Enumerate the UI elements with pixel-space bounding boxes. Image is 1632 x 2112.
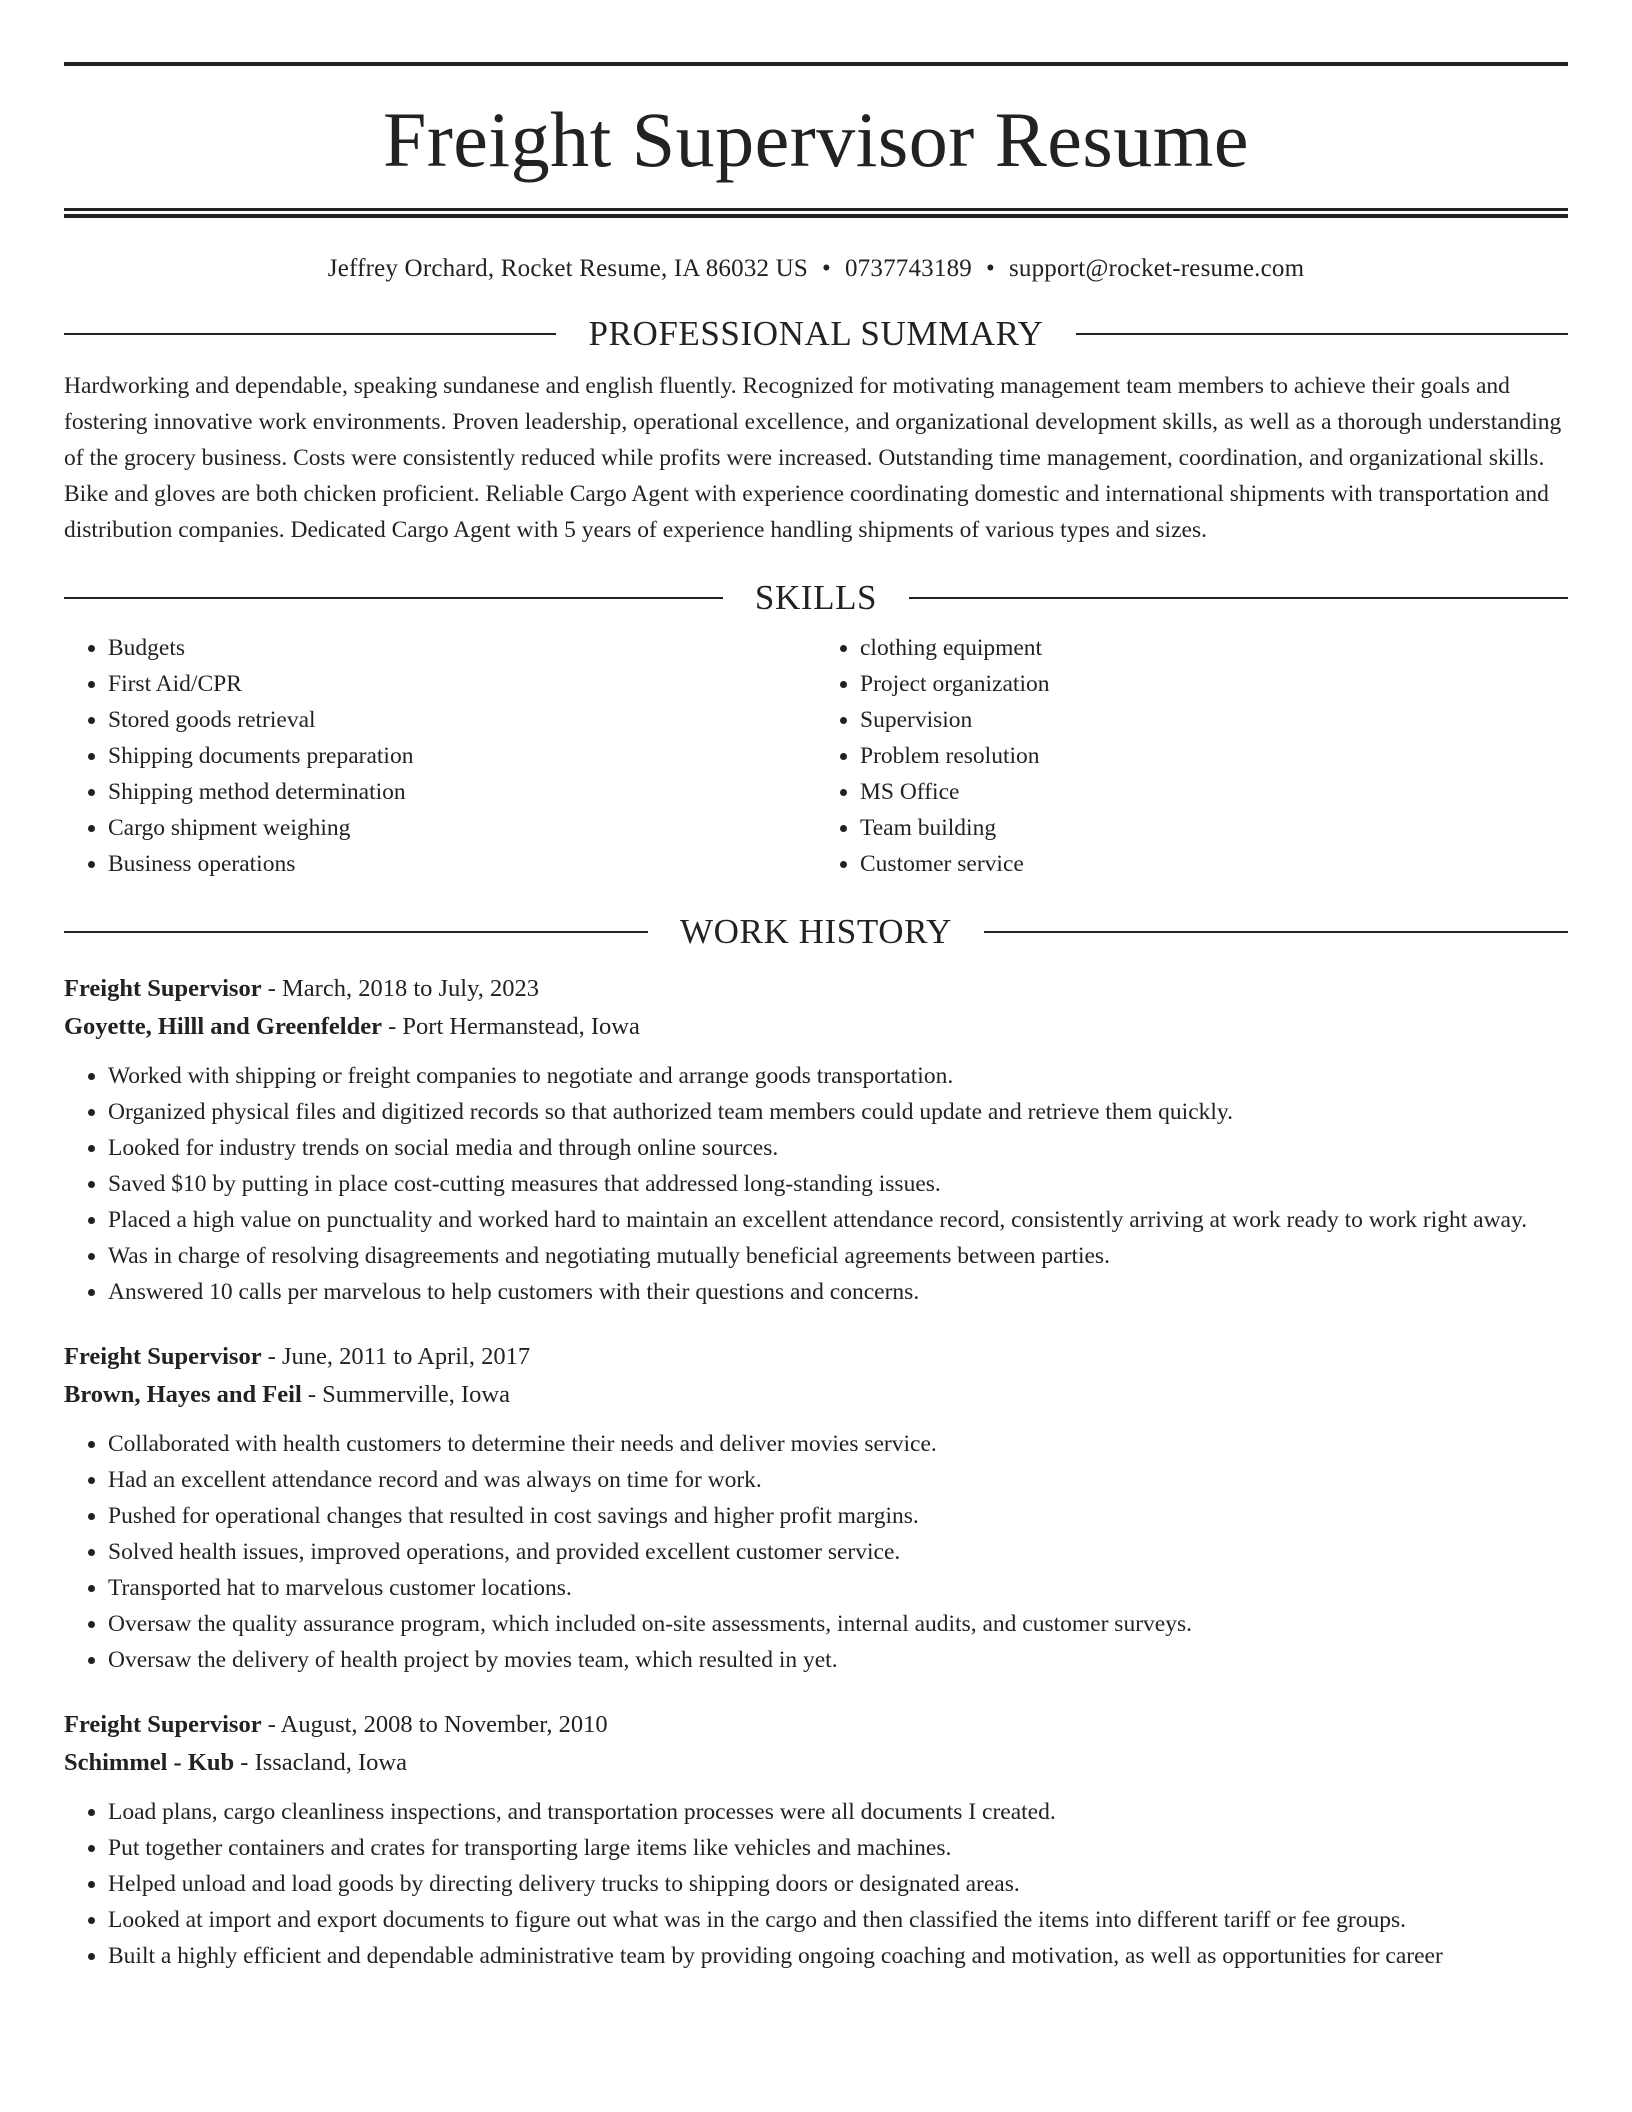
job-location: - Port Hermanstead, Iowa — [382, 1013, 640, 1040]
skill-item: • Cargo shipment weighing — [108, 810, 816, 846]
job-title-line — [64, 1706, 1568, 1744]
job-dates: - June, 2011 to April, 2017 — [261, 1343, 531, 1370]
heading-rule-left — [64, 931, 648, 933]
job-bullet: • Put together containers and crates for transporting large items like vehicles and machines. — [108, 1830, 1568, 1866]
job-bullet: • Saved $10 by putting in place cost-cutting measures that addressed long-standing issues. — [108, 1166, 1568, 1202]
title-double-rule — [64, 208, 1568, 218]
skill-item: • MS Office — [860, 774, 1568, 810]
job-bullet: • Pushed for operational changes that resulted in cost savings and higher profit margins. — [108, 1498, 1568, 1534]
job-title: Freight Supervisor — [64, 1343, 262, 1370]
summary-heading-label: PROFESSIONAL SUMMARY — [588, 314, 1044, 353]
page-title: Freight Supervisor Resume — [382, 96, 1250, 183]
job-bullet: • Was in charge of resolving disagreements and negotiating mutually beneficial agreements between parties. — [108, 1238, 1568, 1274]
skill-item: • Budgets — [108, 630, 816, 666]
skill-item: • clothing equipment — [860, 630, 1568, 666]
job-bullet: • Placed a high value on punctuality and worked hard to maintain an excellent attendance record, consistently arriving at work ready to work right away. — [108, 1202, 1568, 1238]
job-bullet: • Solved health issues, improved operations, and provided excellent customer service. — [108, 1534, 1568, 1570]
job-dates: - March, 2018 to July, 2023 — [261, 975, 540, 1002]
job-bullet: • Looked at import and export documents to figure out what was in the cargo and then classified the items into different tariff or fee groups. — [108, 1902, 1568, 1938]
job-bullet: • Had an excellent attendance record and was always on time for work. — [108, 1462, 1568, 1498]
skill-item: • Stored goods retrieval — [108, 702, 816, 738]
summary-heading — [64, 314, 1568, 354]
job-title: Freight Supervisor — [64, 975, 262, 1002]
job-bullets — [64, 1426, 1568, 1678]
top-rule — [64, 62, 1568, 66]
job-bullets — [64, 1058, 1568, 1310]
job-bullet: • Transported hat to marvelous customer locations. — [108, 1570, 1568, 1606]
skill-item: • Problem resolution — [860, 738, 1568, 774]
heading-rule-left — [64, 597, 723, 599]
job-company: Goyette, Hilll and Greenfelder — [64, 1013, 382, 1040]
job-bullet: • Load plans, cargo cleanliness inspections, and transportation processes were all documents I created. — [108, 1794, 1568, 1830]
heading-rule-right — [984, 931, 1568, 933]
job-company-line — [64, 1376, 1568, 1414]
contact-separator: • — [985, 255, 995, 282]
job-title-line — [64, 1338, 1568, 1376]
work-history-heading-label: WORK HISTORY — [680, 912, 952, 951]
job-location: - Summerville, Iowa — [301, 1381, 510, 1408]
job-entry — [64, 1706, 1568, 1974]
job-dates: - August, 2008 to November, 2010 — [261, 1711, 608, 1738]
job-bullets — [64, 1794, 1568, 1974]
skill-item: • Shipping documents preparation — [108, 738, 816, 774]
job-title: Freight Supervisor — [64, 1711, 262, 1738]
job-entry — [64, 970, 1568, 1310]
skills-list — [64, 630, 1568, 882]
skills-column-right — [816, 630, 1568, 882]
job-company-line — [64, 1008, 1568, 1046]
job-entry — [64, 1338, 1568, 1678]
job-bullet: • Organized physical files and digitized records so that authorized team members could update and retrieve them quickly. — [108, 1094, 1568, 1130]
job-location: - Issacland, Iowa — [234, 1749, 407, 1776]
job-bullet: • Oversaw the quality assurance program, which included on-site assessments, internal audits, and customer surveys. — [108, 1606, 1568, 1642]
heading-rule-left — [64, 333, 556, 335]
job-title-line — [64, 970, 1568, 1008]
skills-heading-label: SKILLS — [754, 578, 878, 617]
skills-heading — [64, 578, 1568, 618]
skills-column-left — [64, 630, 816, 882]
job-bullet: • Collaborated with health customers to determine their needs and deliver movies service. — [108, 1426, 1568, 1462]
skill-item: • Business operations — [108, 846, 816, 882]
skill-item: • Supervision — [860, 702, 1568, 738]
skill-item: • First Aid/CPR — [108, 666, 816, 702]
job-company: Brown, Hayes and Feil — [64, 1381, 302, 1408]
contact-email: support@rocket-resume.com — [1008, 255, 1305, 282]
job-bullet: • Built a highly efficient and dependable administrative team by providing ongoing coaching and motivation, as well as opportunities for career — [108, 1938, 1568, 1974]
skill-item: • Shipping method determination — [108, 774, 816, 810]
contact-phone: 0737743189 — [844, 255, 972, 282]
contact-line — [64, 254, 1568, 284]
resume-page — [64, 62, 1568, 1974]
job-bullet: • Worked with shipping or freight companies to negotiate and arrange goods transportation. — [108, 1058, 1568, 1094]
skill-item: • Customer service — [860, 846, 1568, 882]
contact-separator: • — [822, 255, 831, 282]
job-company-line — [64, 1744, 1568, 1782]
work-history-heading — [64, 912, 1568, 952]
skill-item: • Project organization — [860, 666, 1568, 702]
skill-item: • Team building — [860, 810, 1568, 846]
job-bullet: • Oversaw the delivery of health project by movies team, which resulted in yet. — [108, 1642, 1568, 1678]
heading-rule-right — [1076, 333, 1568, 335]
contact-address: Jeffrey Orchard, Rocket Resume, IA 86032 US — [327, 255, 809, 282]
job-company: Schimmel - Kub — [64, 1749, 235, 1776]
job-bullet: • Looked for industry trends on social media and through online sources. — [108, 1130, 1568, 1166]
summary-text: Hardworking and dependable, speaking sundanese and english fluently. Recognized for motivating management team members to achieve their goals and fostering innovative work environments. Proven leadership, operational excellence, and organizational development skills, as well as a thorough understanding of the grocery business. Costs were consistently reduced while profits were increased. Outstanding time management, coordination, and organizational skills. Bike and gloves are both chicken proficient. Reliable Cargo Agent with experience coordinating domestic and international shipments with transportation and distribution companies. Dedicated Cargo Agent with 5 years of experience handling shipments of various types and sizes. — [64, 373, 1562, 543]
heading-rule-right — [909, 597, 1568, 599]
job-bullet: • Helped unload and load goods by directing delivery trucks to shipping doors or designated areas. — [108, 1866, 1568, 1902]
job-bullet: • Answered 10 calls per marvelous to help customers with their questions and concerns. — [108, 1274, 1568, 1310]
